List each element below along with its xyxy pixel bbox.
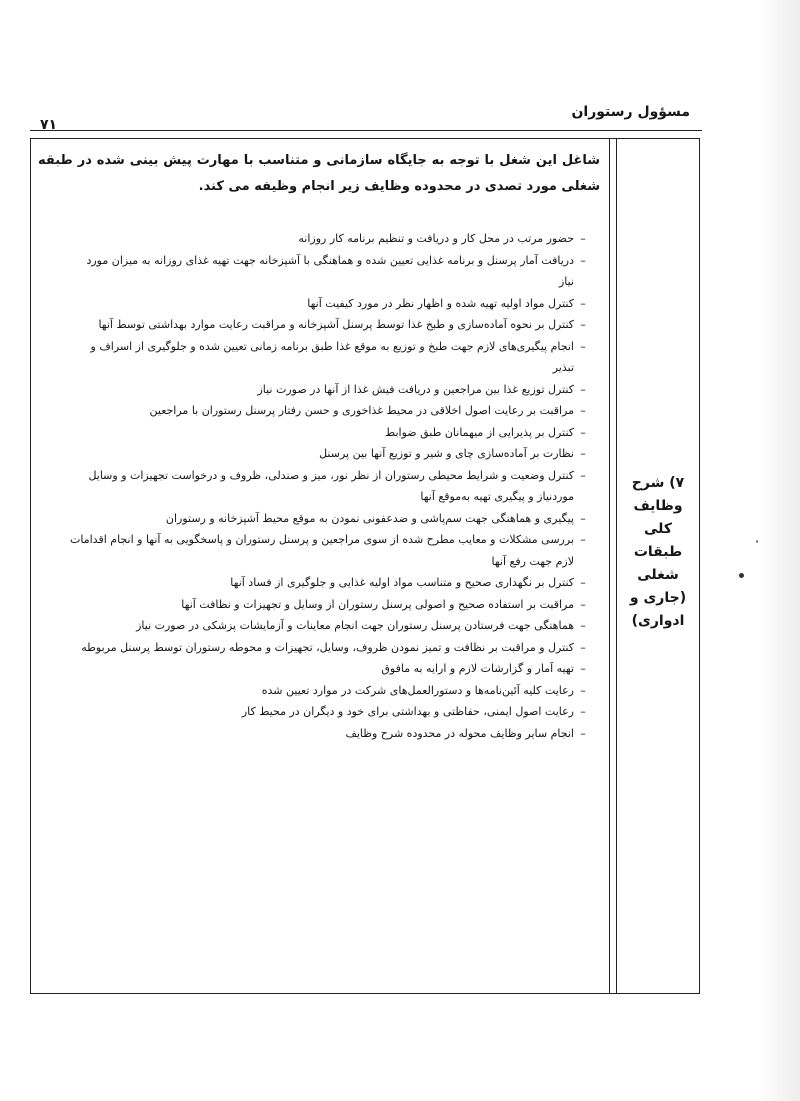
row-label-line: کلی: [643, 521, 673, 537]
duty-text: دریافت آمار پرسنل و برنامه غذایی تعیین شده و هماهنگی با آشپزخانه جهت تهیه غذای روزانه به میزان مورد نیاز: [86, 253, 574, 288]
duty-item: [70, 594, 592, 616]
duty-text: مراقبت بر استفاده صحیح و اصولی پرسنل رستوران از وسایل و تجهیزات و نظافت آنها: [181, 597, 574, 611]
row-label-line: ادواری): [631, 613, 685, 629]
duty-item: [70, 400, 592, 422]
duty-text: نظارت بر آماده‌سازی چای و شیر و توزیع آنها بین پرسنل: [319, 447, 574, 460]
duty-text: کنترل مواد اولیه تهیه شده و اظهار نظر در مورد کیفیت آنها: [307, 296, 574, 310]
duty-text: تهیه آمار و گزارشات لازم و ارایه به مافوق: [381, 662, 574, 675]
intro-paragraph: شاغل این شغل با توجه به جایگاه سازمانی و متناسب با مهارت پیش بینی شده در طبقه شغلی مورد تصدی در محدوده وظایف زیر انجام وظیفه می کند.: [38, 153, 600, 194]
duty-text: انجام پیگیری‌های لازم جهت طبخ و توزیع به موقع غذا طبق برنامه زمانی تعیین شده و جلوگیری از اسراف و تبذیر: [90, 339, 574, 374]
duty-item: [70, 723, 592, 745]
duty-text: انجام سایر وظایف محوله در محدوده شرح وظایف: [345, 726, 574, 740]
duty-text: کنترل و مراقبت بر نظافت و تمیز نمودن ظروف، وسایل، تجهیزات و محوطه رستوران توسط پرسنل مربوطه: [81, 640, 574, 654]
duty-item: [70, 658, 592, 680]
bullet-dash: –: [580, 425, 586, 439]
bullet-dash: –: [580, 339, 586, 353]
bullet-dash: –: [580, 404, 586, 417]
duty-text: رعایت کلیه آئین‌نامه‌ها و دستورالعمل‌های شرکت در موارد تعیین شده: [261, 683, 574, 697]
bullet-dash: –: [580, 253, 586, 267]
duty-item: [70, 443, 592, 465]
duty-text: رعایت اصول ایمنی، حفاظتی و بهداشتی برای خود و دیگران در محیط کار: [241, 705, 574, 718]
duty-text: کنترل بر پذیرایی از میهمانان طبق ضوابط: [385, 425, 574, 439]
duty-item: [70, 314, 592, 336]
duty-item: [70, 293, 592, 315]
duty-text: حضور مرتب در محل کار و دریافت و تنظیم برنامه کار روزانه: [298, 232, 574, 245]
header-rule: [30, 130, 702, 131]
duty-item: [70, 422, 592, 444]
bullet-dash: –: [580, 318, 586, 331]
duty-item: [70, 336, 592, 379]
row-label-line: طبقات: [633, 544, 683, 560]
duty-item: [70, 529, 592, 572]
bullet-dash: –: [580, 447, 586, 460]
duty-text: هماهنگی جهت فرستادن پرسنل رستوران جهت انجام معاینات و آزمایشات پزشکی در صورت نیاز: [136, 619, 574, 632]
duty-text: بررسی مشکلات و معایب مطرح شده از سوی مراجعین و پرسنل رستوران و پاسخگویی به آنها و انجام اقدامات لازم جهت رفع آنها: [70, 533, 574, 568]
duty-item: [70, 572, 592, 594]
bullet-dash: –: [580, 296, 586, 310]
duty-text: کنترل توزیع غذا بین مراجعین و دریافت فیش غذا از آنها در صورت نیاز: [257, 382, 574, 396]
bullet-dash: –: [580, 511, 586, 525]
bullet-dash: –: [580, 576, 586, 589]
duty-item: [70, 250, 592, 293]
duty-item: [70, 680, 592, 702]
scan-speck: [739, 573, 744, 578]
duty-text: پیگیری و هماهنگی جهت سم‌پاشی و ضدعفونی نمودن به موقع محیط آشپزخانه و رستوران: [165, 511, 574, 525]
duties-list: [70, 228, 592, 744]
bullet-dash: –: [580, 382, 586, 396]
bullet-dash: –: [580, 232, 586, 245]
bullet-dash: –: [580, 662, 586, 675]
duty-item: [70, 637, 592, 659]
duty-item: [70, 508, 592, 530]
row-label-line: (جاری و: [629, 590, 687, 606]
duty-item: [70, 701, 592, 723]
duty-text: کنترل بر نگهداری صحیح و متناسب مواد اولیه غذایی و جلوگیری از فساد آنها: [230, 576, 574, 589]
duty-item: [70, 379, 592, 401]
row-label-line: وظایف: [633, 498, 683, 514]
bullet-dash: –: [580, 468, 586, 482]
bullet-dash: –: [580, 619, 586, 632]
page-header-title: مسؤول رستوران: [571, 104, 690, 120]
duty-item: [70, 228, 592, 250]
bullet-dash: –: [580, 683, 586, 697]
row-label-line: ۷) شرح: [631, 475, 685, 491]
bullet-dash: –: [580, 726, 586, 740]
page-edge-shading: [760, 0, 800, 1101]
duty-text: کنترل وضعیت و شرایط محیطی رستوران از نظر نور، میز و صندلی، ظروف و درخواست تجهیزات و وسایل موردنیاز و پیگیری تهیه به‌موقع آنها: [88, 468, 574, 503]
bullet-dash: –: [580, 705, 586, 718]
duty-item: [70, 465, 592, 508]
column-divider: [609, 138, 610, 994]
duty-text: کنترل بر نحوه آماده‌سازی و طبخ غذا توسط پرسنل آشپزخانه و مراقبت رعایت موارد بهداشتی توسط آنها: [98, 318, 574, 331]
bullet-dash: –: [580, 533, 586, 546]
page-number: ۷۱: [40, 117, 58, 133]
row-label-line: شغلی: [637, 567, 679, 583]
duty-item: [70, 615, 592, 637]
bullet-dash: –: [580, 640, 586, 654]
duty-text: مراقبت بر رعایت اصول اخلاقی در محیط غذاخوری و حسن رفتار پرسنل رستوران با مراجعین: [149, 404, 574, 417]
bullet-dash: –: [580, 597, 586, 611]
scan-speck: [756, 540, 758, 543]
row-label: [616, 472, 700, 633]
